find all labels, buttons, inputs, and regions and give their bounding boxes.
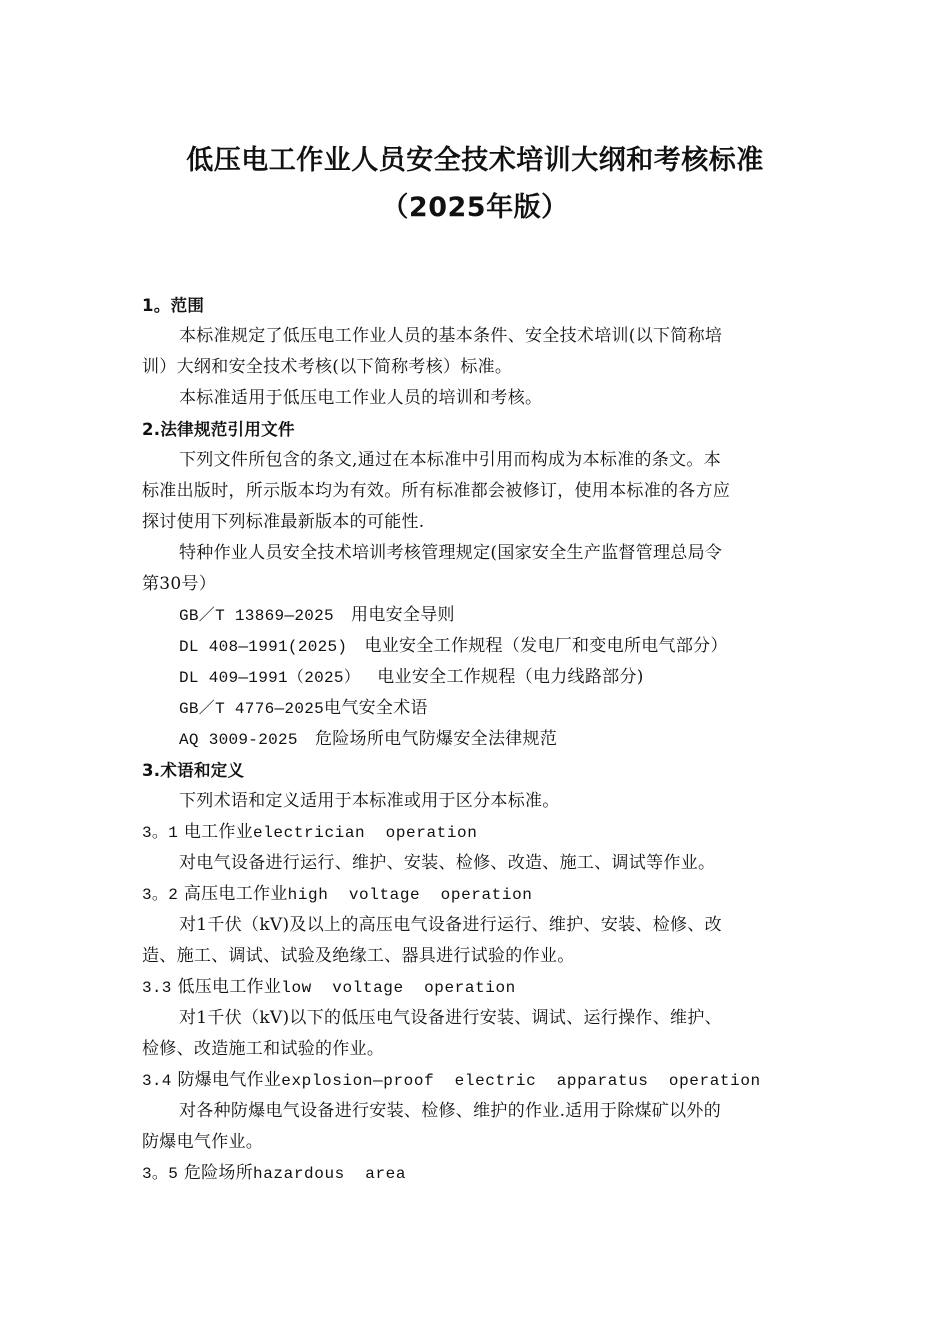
term-heading <box>142 1158 802 1189</box>
reference-item <box>142 724 802 755</box>
paragraph-line: 下列术语和定义适用于本标准或用于区分本标准。 <box>179 791 560 811</box>
term-definition: 检修、改造施工和试验的作业。 <box>142 1039 385 1059</box>
reference-item <box>142 631 802 662</box>
paragraph-line: 本标准规定了低压电工作业人员的基本条件、安全技术培训(以下简称培 <box>179 326 723 346</box>
reference-line: 特种作业人员安全技术培训考核管理规定(国家安全生产监督管理总局令 <box>179 543 723 563</box>
term-definition: 对电气设备进行运行、维护、安装、检修、改造、施工、调试等作业。 <box>179 853 716 873</box>
reference-code: AQ 3009-2025 <box>179 731 298 749</box>
reference-item <box>142 693 802 724</box>
term-chinese: 低压电工作业 <box>177 977 282 997</box>
term-english: electrician operation <box>253 824 478 842</box>
term-heading <box>142 972 802 1003</box>
term-definition: 对各种防爆电气设备进行安装、检修、维护的作业.适用于除煤矿以外的 <box>179 1101 722 1121</box>
term-definition: 造、施工、调试、试验及绝缘工、器具进行试验的作业。 <box>142 946 575 966</box>
term-chinese: 电工作业 <box>183 822 254 842</box>
section-1-heading: 1。范围 <box>142 296 205 315</box>
section-2-heading: 2.法律规范引用文件 <box>142 420 295 439</box>
term-english: explosion—proof electric apparatus operation <box>281 1072 761 1090</box>
paragraph-line: 下列文件所包含的条文,通过在本标准中引用而构成为本标准的条文。本 <box>179 450 722 470</box>
term-english: hazardous area <box>253 1165 407 1183</box>
reference-code: GB／T 4776—2025 <box>179 700 325 718</box>
term-english: low voltage operation <box>281 979 516 997</box>
term-definition: 对1千伏（kV)以下的低压电气设备进行安装、调试、运行操作、维护、 <box>179 1008 722 1028</box>
term-heading <box>142 817 802 848</box>
term-number: 3。1 <box>142 824 179 842</box>
reference-title: 电气安全术语 <box>324 698 428 718</box>
term-heading <box>142 879 802 910</box>
term-number: 3。2 <box>142 886 179 904</box>
reference-code: DL 409—1991（2025） <box>179 669 361 687</box>
section-3-heading: 3.术语和定义 <box>142 761 245 780</box>
reference-item <box>142 600 802 631</box>
term-chinese: 防爆电气作业 <box>177 1070 282 1090</box>
reference-code: GB／T 13869—2025 <box>179 607 334 625</box>
document-subtitle: （2025年版） <box>381 192 569 223</box>
document-body <box>142 290 802 1189</box>
term-definition: 对1千伏（kV)及以上的高压电气设备进行运行、维护、安装、检修、改 <box>179 915 722 935</box>
term-heading <box>142 1065 802 1096</box>
term-number: 3.3 <box>142 979 172 997</box>
term-chinese: 高压电工作业 <box>183 884 288 904</box>
term-definition: 防爆电气作业。 <box>142 1132 264 1152</box>
paragraph-line: 探讨使用下列标准最新版本的可能性. <box>142 512 425 532</box>
term-number: 3。5 <box>142 1165 179 1183</box>
term-number: 3.4 <box>142 1072 172 1090</box>
paragraph-line: 训）大纲和安全技术考核(以下简称考核）标准。 <box>142 357 513 377</box>
term-english: high voltage operation <box>287 886 533 904</box>
reference-title: 危险场所电气防爆安全法律规范 <box>314 729 558 749</box>
paragraph-line: 标准出版时，所示版本均为有效。所有标准都会被修订，使用本标准的各方应 <box>142 481 731 501</box>
reference-title: 电业安全工作规程（发电厂和变电所电气部分） <box>364 636 728 656</box>
reference-code: DL 408—1991(2025) <box>179 638 348 656</box>
reference-title: 电业安全工作规程（电力线路部分) <box>377 667 644 687</box>
paragraph-line: 本标准适用于低压电工作业人员的培训和考核。 <box>179 388 543 408</box>
reference-line: 第30号） <box>142 574 217 594</box>
document-title: 低压电工作业人员安全技术培训大纲和考核标准 <box>186 145 764 176</box>
reference-item <box>142 662 802 693</box>
reference-title: 用电安全导则 <box>351 605 455 625</box>
term-chinese: 危险场所 <box>183 1163 254 1183</box>
